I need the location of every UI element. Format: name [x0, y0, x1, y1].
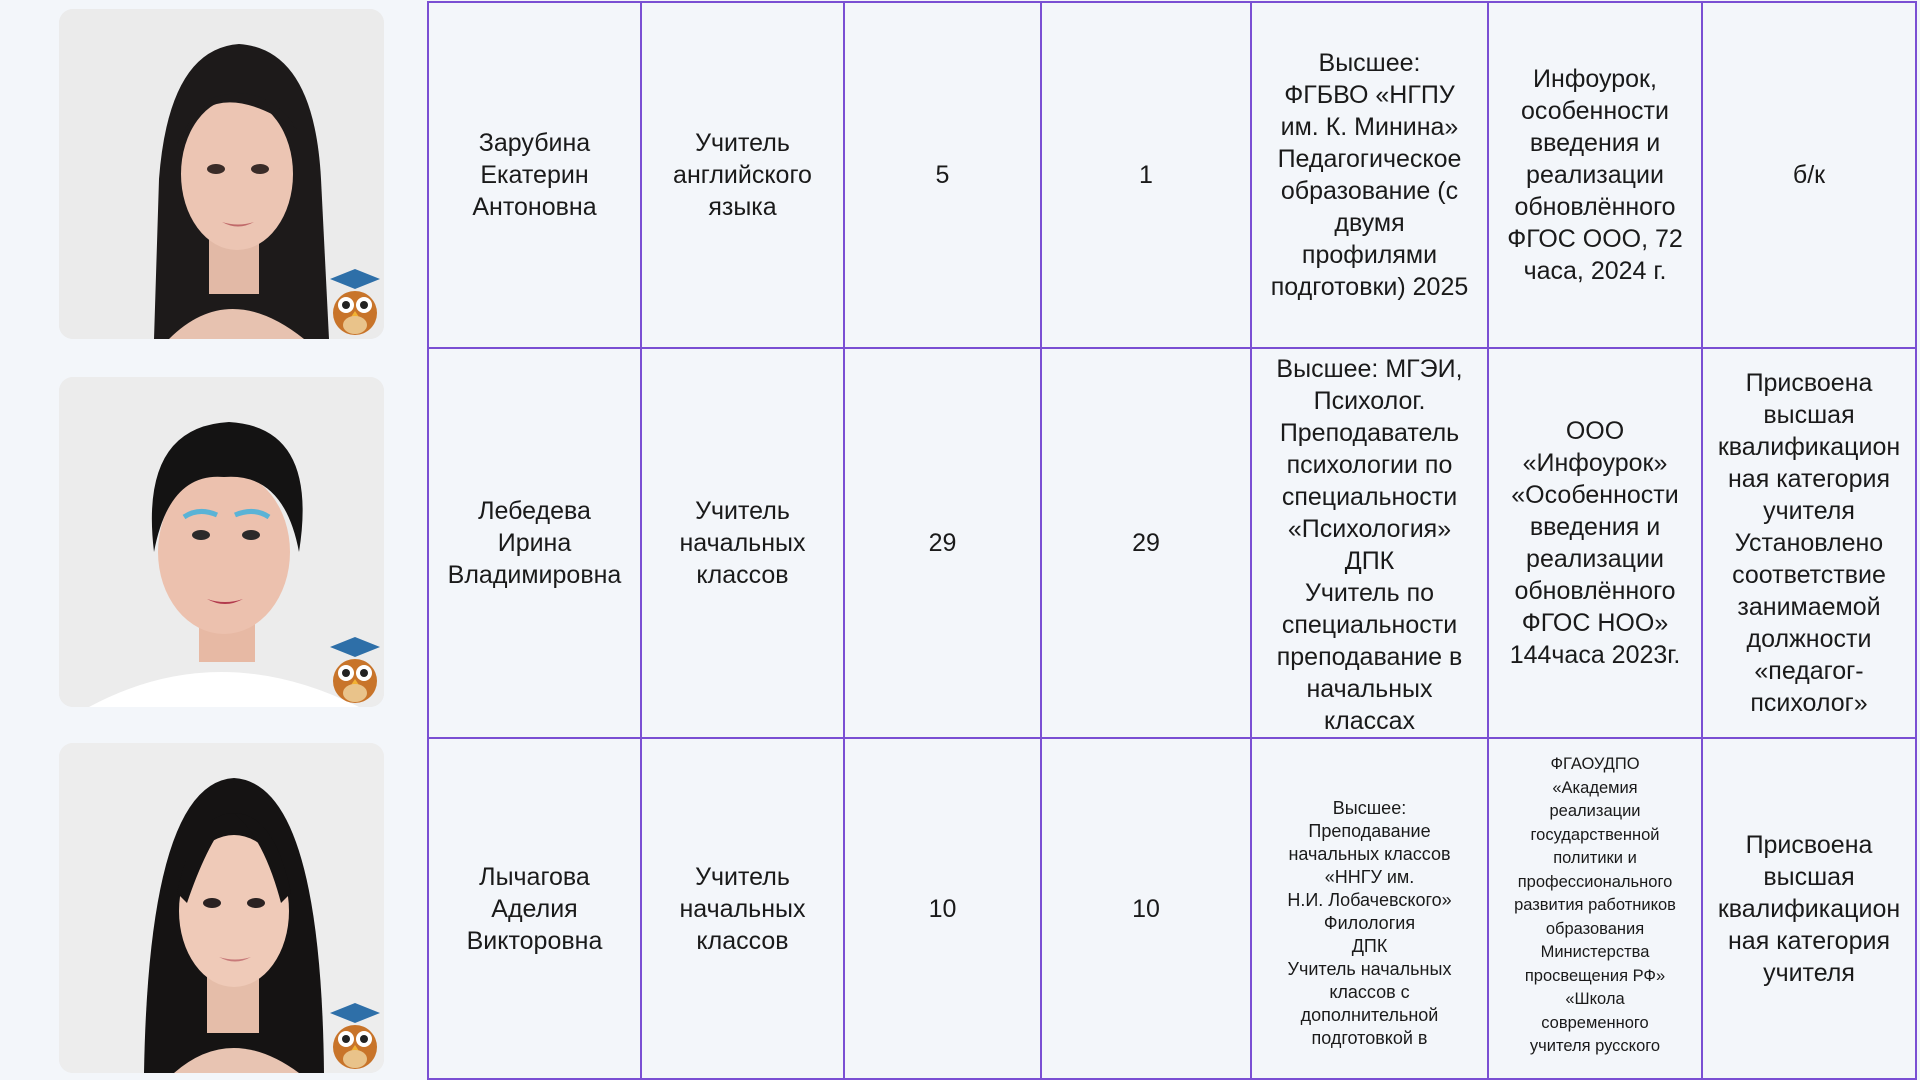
total-experience: 29 [844, 348, 1041, 738]
teacher-name: Зарубина Екатерин Антоновна [428, 2, 641, 348]
owl-graduate-icon [328, 1001, 382, 1071]
qualification-category: Присвоена высшая квалификацион ная категория учителя Установлено соответствие занимаемой должности «педагог- психолог» [1702, 348, 1916, 738]
teacher-name: Лебедева Ирина Владимировна [428, 348, 641, 738]
qualification-category: б/к [1702, 2, 1916, 348]
total-experience: 5 [844, 2, 1041, 348]
teaching-experience: 1 [1041, 2, 1251, 348]
training: ФГАОУДПО «Академия реализации государственной политики и профессионального развития работников образования Министерства просвещения РФ» «Школа современного учителя русского [1488, 738, 1702, 1079]
table-row [428, 2, 1916, 348]
teacher-name: Лычагова Аделия Викторовна [428, 738, 641, 1079]
teacher-photo-1 [59, 9, 384, 339]
table-row [428, 738, 1916, 1079]
teaching-experience: 10 [1041, 738, 1251, 1079]
teacher-position: Учитель начальных классов [641, 738, 844, 1079]
training: Инфоурок, особенности введения и реализации обновлённого ФГОС ООО, 72 часа, 2024 г. [1488, 2, 1702, 348]
teacher-photo-3 [59, 743, 384, 1073]
education: Высшее: ФГБВО «НГПУ им. К. Минина» Педагогическое образование (с двумя профилями подготовки) 2025 [1251, 2, 1488, 348]
teaching-experience: 29 [1041, 348, 1251, 738]
education: Высшее: Преподавание начальных классов «ННГУ им. Н.И. Лобачевского» Филология ДПК Учитель начальных классов с дополнительной подготовкой в [1251, 738, 1488, 1079]
training: ООО «Инфоурок» «Особенности введения и реализации обновлённого ФГОС НОО» 144часа 2023г. [1488, 348, 1702, 738]
teacher-position: Учитель начальных классов [641, 348, 844, 738]
education: Высшее: МГЭИ, Психолог. Преподаватель психологии по специальности «Психология» ДПК Учитель по специальности преподавание в начальных классах [1251, 348, 1488, 738]
teachers-table [427, 1, 1917, 1080]
total-experience: 10 [844, 738, 1041, 1079]
owl-graduate-icon [328, 635, 382, 705]
teacher-photo-2 [59, 377, 384, 707]
qualification-category: Присвоена высшая квалификацион ная категория учителя [1702, 738, 1916, 1079]
owl-graduate-icon [328, 267, 382, 337]
teacher-position: Учитель английского языка [641, 2, 844, 348]
table-row [428, 348, 1916, 738]
